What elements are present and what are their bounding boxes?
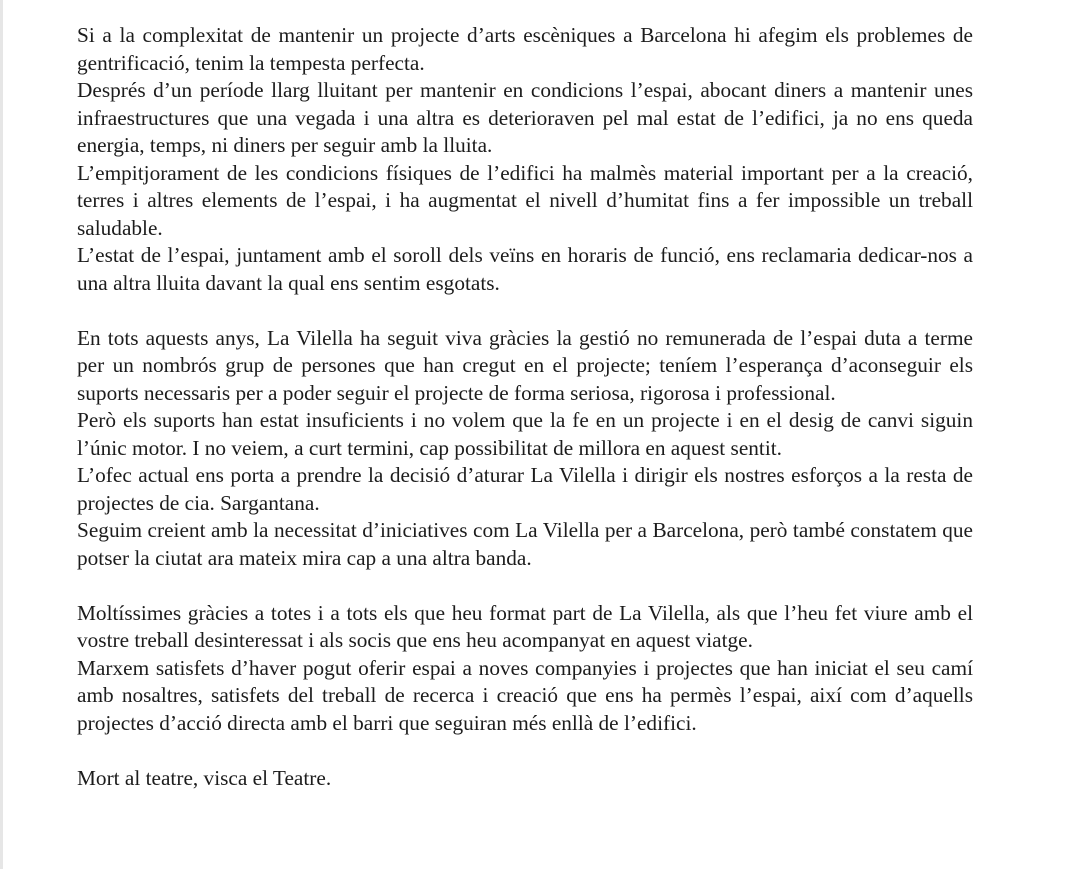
page-edge-line [0,0,3,869]
document-body [77,22,973,792]
closing-line: Mort al teatre, visca el Teatre. [77,765,332,790]
paragraph-3: L’empitjorament de les condicions físiques de l’edifici ha malmès material important per a la creació, terres i altres elements de l’espai, i ha augmentat el nivell d’humitat fins a fer impossible un treball saludable. [77,160,973,240]
paragraph-8: Seguim creient amb la necessitat d’iniciatives com La Vilella per a Barcelona, però també constatem que potser la ciutat ara mateix mira cap a una altra banda. [77,518,973,570]
paragraph-4: L’estat de l’espai, juntament amb el soroll dels veïns en horaris de funció, ens reclamaria dedicar-nos a una altra lluita davant la qual ens sentim esgotats. [77,243,973,295]
paragraph-gap [77,572,973,600]
paragraph-gap [77,297,973,325]
paragraph-6: Però els suports han estat insuficients i no volem que la fe en un projecte i en el desig de canvi siguin l’únic motor. I no veiem, a curt termini, cap possibilitat de millora en aquest sentit. [77,408,973,460]
paragraph-5: En tots aquests anys, La Vilella ha seguit viva gràcies la gestió no remunerada de l’espai duta a terme per un nombrós grup de persones que han cregut en el projecte; teníem l’esperança d’aconseguir els suports necessaris per a poder seguir el projecte de forma seriosa, rigorosa i professional. [77,325,973,405]
paragraph-2: Després d’un període llarg lluitant per mantenir en condicions l’espai, abocant diners a mantenir unes infraestructures que una vegada i una altra es deterioraven pel mal estat de l’edifici, ja no ens queda energia, temps, ni diners per seguir amb la lluita. [77,78,973,157]
paragraph-gap [77,737,973,765]
paragraph-1: Si a la complexitat de mantenir un projecte d’arts escèniques a Barcelona hi afegim els problemes de gentrificació, tenim la tempesta perfecta. [77,23,973,75]
paragraph-9: Moltíssimes gràcies a totes i a tots els que heu format part de La Vilella, als que l’heu fet viure amb el vostre treball desinteressat i als socis que ens heu acompanyat en aquest viatge. [77,600,973,652]
paragraph-10: Marxem satisfets d’haver pogut oferir espai a noves companyies i projectes que han iniciat el seu camí amb nosaltres, satisfets del treball de recerca i creació que ens ha permès l’espai, així com d’aquells projectes d’acció directa amb el barri que seguiran més enllà de l’edifici. [77,655,973,735]
paragraph-7: L’ofec actual ens porta a prendre la decisió d’aturar La Vilella i dirigir els nostres esforços a la resta de projectes de cia. Sargantana. [77,463,973,515]
